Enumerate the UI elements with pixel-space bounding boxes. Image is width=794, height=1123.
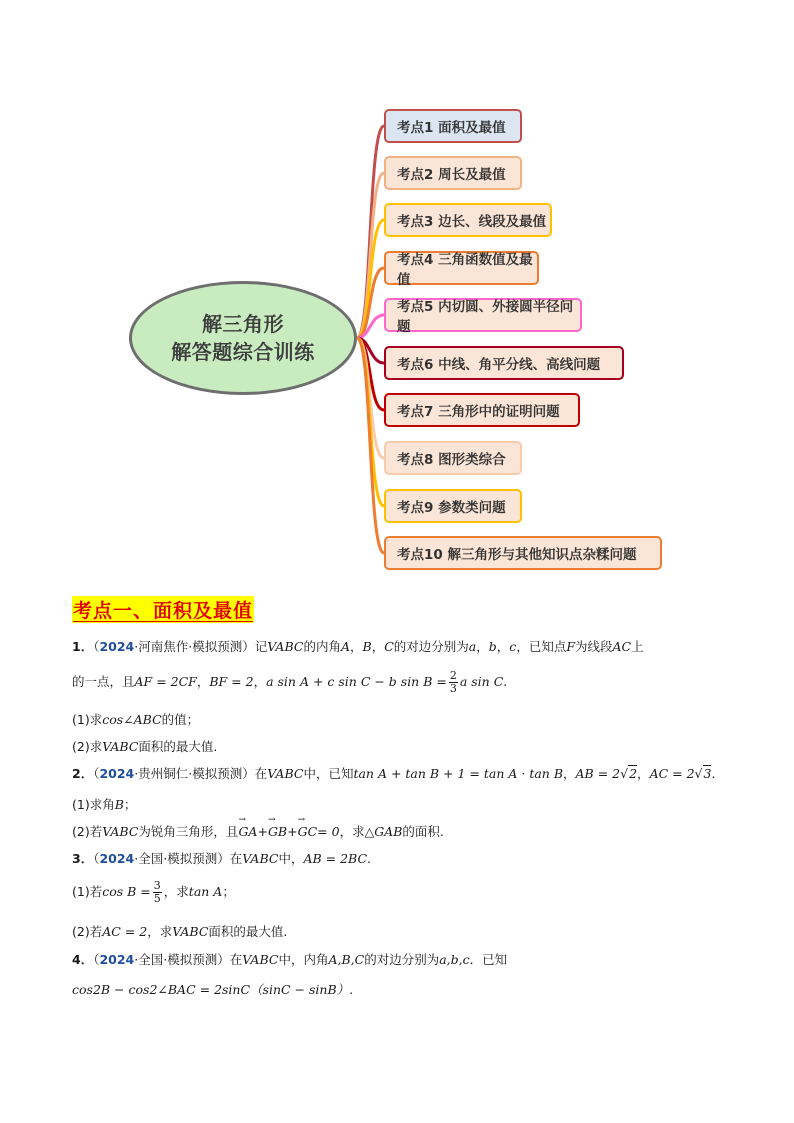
problem-3-line-1: 3．（2024·全国·模拟预测）在VABC中，AB = 2BC. xyxy=(72,851,372,866)
mindmap-topic-8: 考点8 图形类综合 xyxy=(384,441,522,475)
problem-number: 4． xyxy=(72,952,94,967)
mindmap-topic-9: 考点9 参数类问题 xyxy=(384,489,522,523)
problem-year: 2024 xyxy=(99,851,135,866)
problem-1-question-2: (2)求VABC面积的最大值. xyxy=(72,739,218,754)
problem-number: 1． xyxy=(72,639,94,654)
problem-3-question-1: (1)若cos B = $\frac{3}{5}$ ，求tan A； xyxy=(72,879,235,905)
problem-2-line-1: 2．（2024·贵州铜仁·模拟预测）在VABC中，已知tan A + tan B + 1 = tan A · tan B，AB = 2√2，AC = 2√3. xyxy=(72,766,716,781)
problem-1-question-1: (1)求cos∠ABC的值； xyxy=(72,712,200,727)
mindmap-topic-4: 考点4 三角函数值及最值 xyxy=(384,251,539,285)
problem-number: 2． xyxy=(72,766,94,781)
problem-4-line-2: cos2B − cos2∠BAC = 2sinC（sinC − sinB）. xyxy=(72,982,354,997)
problem-source: ·全国·模拟预测） xyxy=(134,952,230,967)
mindmap-topic-2: 考点2 周长及最值 xyxy=(384,156,522,190)
problem-number: 3． xyxy=(72,851,94,866)
fraction: $\frac{2}{3}$ xyxy=(449,669,457,695)
mindmap-topic-10: 考点10 解三角形与其他知识点杂糅问题 xyxy=(384,536,662,570)
problem-year: 2024 xyxy=(99,952,135,967)
problem-4-line-1: 4．（2024·全国·模拟预测）在VABC中，内角A,B,C的对边分别为a,b,c．已知 xyxy=(72,952,508,967)
problem-1-line-1: 1．（2024·河南焦作·模拟预测）记VABC的内角A，B，C的对边分别为a，b，c，已知点F为线段AC上 xyxy=(72,639,644,654)
mindmap-central-topic xyxy=(129,281,357,395)
problem-source: ·全国·模拟预测） xyxy=(134,851,230,866)
fraction: $\frac{3}{5}$ xyxy=(153,879,161,905)
problem-year: 2024 xyxy=(99,639,135,654)
problem-2-question-2: (2)若VABC为锐角三角形，且→ GA+→ GB+→ GC= 0，求△GAB的面积. xyxy=(72,822,444,840)
problem-1-line-2: 的一点，且AF = 2CF，BF = 2，a sin A + c sin C − b sin B = $\frac{2}{3}$ a sin C. xyxy=(72,669,508,695)
mindmap-topic-5: 考点5 内切圆、外接圆半径问题 xyxy=(384,298,582,332)
problem-3-question-2: (2)若AC = 2，求VABC面积的最大值. xyxy=(72,924,288,939)
central-title-line2: 解答题综合训练 xyxy=(171,340,315,364)
central-title-line1: 解三角形 xyxy=(202,312,284,336)
mindmap-topic-6: 考点6 中线、角平分线、高线问题 xyxy=(384,346,624,380)
section-title: 考点一、面积及最值 xyxy=(72,596,254,623)
problem-source: ·河南焦作·模拟预测） xyxy=(134,639,255,654)
mindmap-topic-1: 考点1 面积及最值 xyxy=(384,109,522,143)
mindmap-topic-3: 考点3 边长、线段及最值 xyxy=(384,203,552,237)
problem-2-question-1: (1)求角B； xyxy=(72,797,137,812)
mindmap-topic-7: 考点7 三角形中的证明问题 xyxy=(384,393,580,427)
problem-source: ·贵州铜仁·模拟预测） xyxy=(134,766,255,781)
problem-year: 2024 xyxy=(99,766,135,781)
